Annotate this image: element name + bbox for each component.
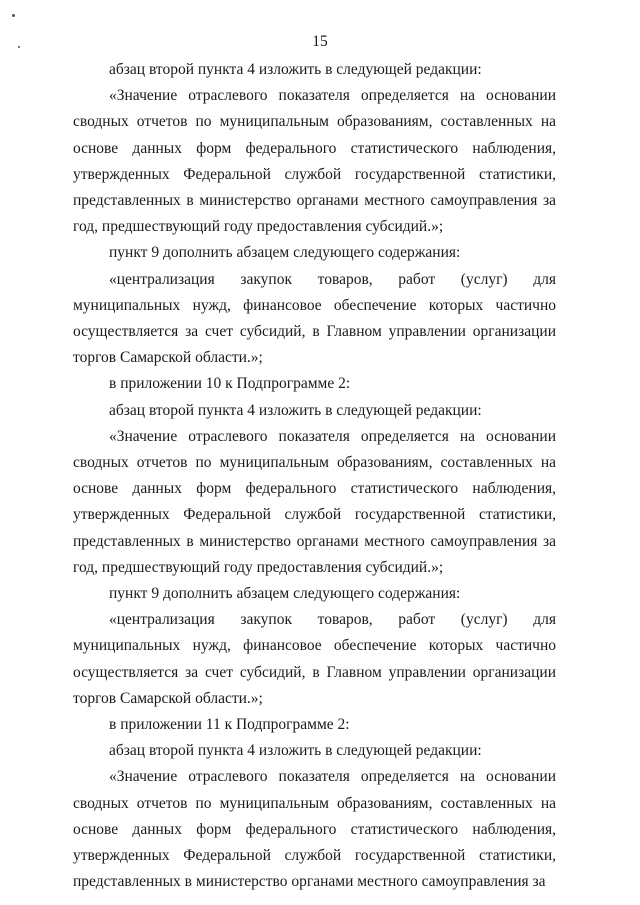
body-text <box>73 57 556 896</box>
paragraph: «централизация закупок товаров, работ (услуг) для муниципальных нужд, финансовое обеспечение которых частично осуществляется за счет субсидий, в Главном управлении организации торгов Самарской области.»; <box>73 270 556 367</box>
paragraph: «централизация закупок товаров, работ (услуг) для муниципальных нужд, финансовое обеспечение которых частично осуществляется за счет субсидий, в Главном управлении организации торгов Самарской области.»; <box>73 611 556 707</box>
paragraph: «Значение отраслевого показателя определяется на основании сводных отчетов по муниципальным образованиям, составленных на основе данных форм федерального статистического наблюдения, утвержденных Федеральной службой государственной статистики, представленных в министерство органами местного самоуправления за год, предшествующий году предоставления субсидий.»; <box>73 87 556 236</box>
paragraph: «Значение отраслевого показателя определяется на основании сводных отчетов по муниципальным образованиям, составленных на основе данных форм федерального статистического наблюдения, утвержденных Федеральной службой государственной статистики, представленных в министерство органами местного самоуправления за год, предшествующий году предоставления субсидий.»; <box>73 427 556 576</box>
scan-speck <box>12 14 15 17</box>
paragraph: пункт 9 дополнить абзацем следующего содержания: <box>109 585 461 603</box>
paragraph: «Значение отраслевого показателя определяется на основании сводных отчетов по муниципальным образованиям, составленных на основе данных форм федерального статистического наблюдения, утвержденных Федеральной службой государственной статистики, представленных в министерство органами местного самоуправления за <box>73 768 556 891</box>
paragraph: абзац второй пункта 4 изложить в следующей редакции: <box>109 61 482 78</box>
paragraph: пункт 9 дополнить абзацем следующего содержания: <box>109 244 461 262</box>
paragraph: абзац второй пункта 4 изложить в следующей редакции: <box>109 401 482 419</box>
page-number: 15 <box>312 33 328 50</box>
paragraph: в приложении 10 к Подпрограмме 2: <box>109 375 351 393</box>
paragraph: абзац второй пункта 4 изложить в следующей редакции: <box>109 742 482 760</box>
paragraph: в приложении 11 к Подпрограмме 2: <box>109 716 350 734</box>
